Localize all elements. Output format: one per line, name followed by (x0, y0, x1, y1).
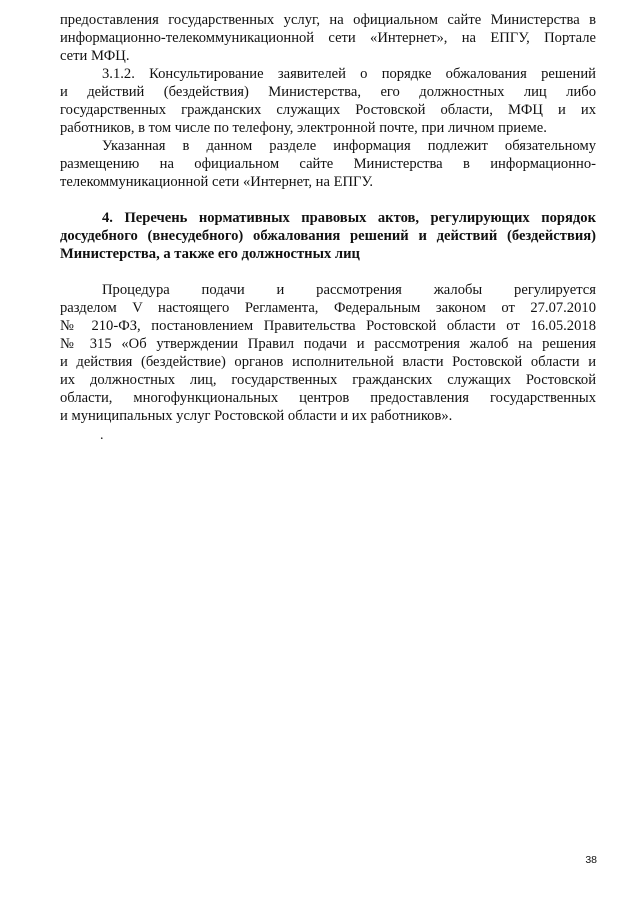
section-4-heading (60, 209, 596, 263)
text-line: размещению на официальном сайте Министерства в информационно- (60, 156, 596, 172)
text-line: государственных гражданских служащих Ростовской области, МФЦ и их (60, 102, 596, 118)
heading-line: Министерства, а также его должностных лиц (60, 246, 360, 262)
heading-line: досудебного (внесудебного) обжалования решений и действий (бездействия) (60, 228, 596, 244)
text-line: работников, в том числе по телефону, электронной почте, при личном приеме. (60, 120, 547, 136)
paragraph-spacer (60, 191, 596, 209)
text-line: разделом V настоящего Регламента, Федеральным законом от 27.07.2010 (60, 300, 596, 316)
text-line: 3.1.2. Консультирование заявителей о порядке обжалования решений (102, 66, 596, 82)
text-line: Указанная в данном разделе информация подлежит обязательному (102, 138, 596, 154)
text-line: информационно-телекоммуникационной сети «Интернет», на ЕПГУ, Портале (60, 30, 596, 46)
text-line: № 210-ФЗ, постановлением Правительства Ростовской области от 16.05.2018 (60, 318, 596, 334)
page-number: 38 (585, 854, 597, 866)
text-line: их должностных лиц, государственных гражданских служащих Ростовской (60, 372, 596, 388)
text-line: телекоммуникационной сети «Интернет, на ЕПГУ. (60, 174, 374, 190)
text-line: Процедура подачи и рассмотрения жалобы регулируется (102, 282, 596, 298)
paragraph-placement (60, 137, 596, 191)
document-page (60, 11, 596, 425)
text-line: и действий (бездействия) Министерства, его должностных лиц либо (60, 84, 596, 100)
text-line: предоставления государственных услуг, на официальном сайте Министерства в (60, 12, 596, 28)
heading-line: 4. Перечень нормативных правовых актов, регулирующих порядок (102, 210, 596, 226)
text-line: сети МФЦ. (60, 48, 130, 64)
text-line: области, многофункциональных центров предоставления государственных (60, 390, 596, 406)
text-line: и муниципальных услуг Ростовской области и их работников». (60, 408, 453, 424)
stray-mark: . (100, 428, 104, 443)
paragraph-intro-continuation (60, 11, 596, 65)
text-line: и действия (бездействие) органов исполнительной власти Ростовской области и (60, 354, 596, 370)
paragraph-3-1-2 (60, 65, 596, 137)
text-line: № 315 «Об утверждении Правил подачи и рассмотрения жалоб на решения (60, 336, 596, 352)
paragraph-procedure (60, 281, 596, 425)
paragraph-spacer (60, 263, 596, 281)
